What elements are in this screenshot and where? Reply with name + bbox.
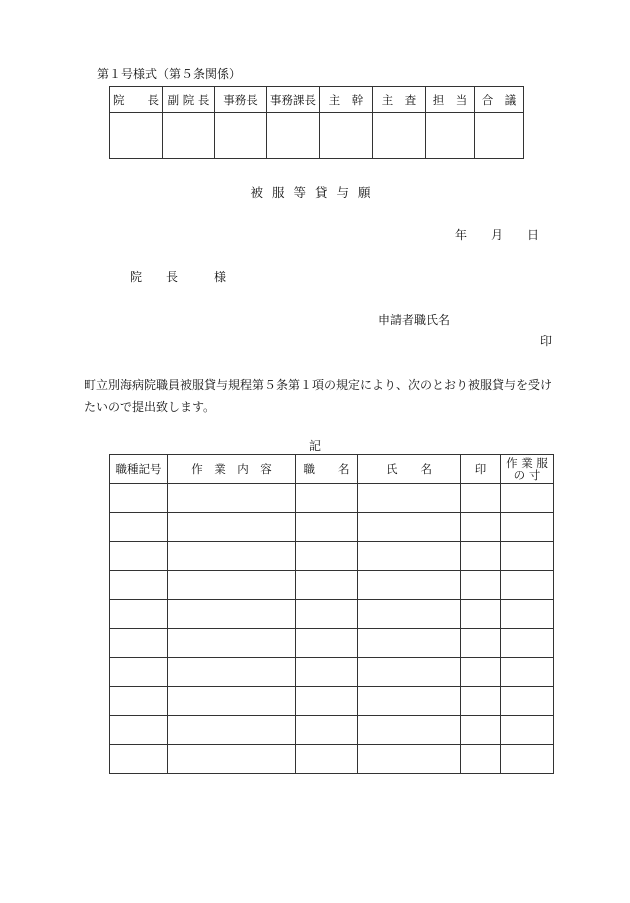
addressee: 院 長 様 bbox=[130, 270, 227, 284]
approval-stamp-row bbox=[110, 113, 524, 159]
table-cell[interactable] bbox=[168, 658, 296, 687]
table-row bbox=[110, 687, 554, 716]
body-text: 町立別海病院職員被服貸与規程第５条第１項の規定により、次のとおり被服貸与を受けたいので提出致します。 bbox=[84, 378, 553, 414]
table-cell[interactable] bbox=[110, 658, 168, 687]
approval-header-row bbox=[110, 87, 524, 113]
table-cell[interactable] bbox=[358, 687, 461, 716]
table-cell[interactable] bbox=[461, 745, 501, 774]
table-cell[interactable] bbox=[168, 716, 296, 745]
table-cell[interactable] bbox=[358, 716, 461, 745]
table-row bbox=[110, 571, 554, 600]
table-cell[interactable] bbox=[501, 716, 554, 745]
table-cell[interactable] bbox=[358, 571, 461, 600]
approval-header-deputy-director: 副 院 長 bbox=[163, 87, 215, 113]
header-name: 氏 名 bbox=[358, 455, 461, 484]
table-row bbox=[110, 513, 554, 542]
table-cell[interactable] bbox=[358, 600, 461, 629]
approval-header-supervisor: 主 幹 bbox=[320, 87, 373, 113]
stamp-cell[interactable] bbox=[320, 113, 373, 159]
table-cell[interactable] bbox=[110, 600, 168, 629]
table-cell[interactable] bbox=[168, 513, 296, 542]
table-cell[interactable] bbox=[110, 513, 168, 542]
approval-header-consultation: 合 議 bbox=[475, 87, 524, 113]
table-cell[interactable] bbox=[461, 513, 501, 542]
table-cell[interactable] bbox=[296, 542, 358, 571]
table-cell[interactable] bbox=[296, 658, 358, 687]
stamp-cell[interactable] bbox=[163, 113, 215, 159]
records-header-row bbox=[110, 455, 554, 484]
header-seal: 印 bbox=[461, 455, 501, 484]
table-row bbox=[110, 745, 554, 774]
header-work-content: 作 業 内 容 bbox=[168, 455, 296, 484]
table-cell[interactable] bbox=[168, 600, 296, 629]
table-cell[interactable] bbox=[110, 571, 168, 600]
table-row bbox=[110, 484, 554, 513]
form-number: 第１号様式（第５条関係） bbox=[97, 67, 242, 81]
table-cell[interactable] bbox=[110, 687, 168, 716]
table-cell[interactable] bbox=[358, 484, 461, 513]
table-cell[interactable] bbox=[501, 629, 554, 658]
table-cell[interactable] bbox=[168, 629, 296, 658]
table-cell[interactable] bbox=[358, 658, 461, 687]
table-cell[interactable] bbox=[461, 600, 501, 629]
approval-header-director: 院 長 bbox=[110, 87, 163, 113]
table-cell[interactable] bbox=[296, 716, 358, 745]
table-cell[interactable] bbox=[296, 745, 358, 774]
table-cell[interactable] bbox=[296, 600, 358, 629]
table-cell[interactable] bbox=[358, 513, 461, 542]
table-row bbox=[110, 716, 554, 745]
table-cell[interactable] bbox=[501, 484, 554, 513]
stamp-cell[interactable] bbox=[215, 113, 267, 159]
approval-header-section-chief: 事務課長 bbox=[267, 87, 320, 113]
table-cell[interactable] bbox=[358, 629, 461, 658]
table-cell[interactable] bbox=[110, 745, 168, 774]
table-cell[interactable] bbox=[501, 745, 554, 774]
table-cell[interactable] bbox=[168, 687, 296, 716]
table-row bbox=[110, 542, 554, 571]
stamp-cell[interactable] bbox=[373, 113, 426, 159]
ki-heading: 記 bbox=[308, 439, 321, 453]
table-cell[interactable] bbox=[501, 600, 554, 629]
table-row bbox=[110, 600, 554, 629]
stamp-cell[interactable] bbox=[267, 113, 320, 159]
header-job-title: 職 名 bbox=[296, 455, 358, 484]
table-cell[interactable] bbox=[168, 484, 296, 513]
table-row bbox=[110, 658, 554, 687]
table-cell[interactable] bbox=[501, 687, 554, 716]
table-cell[interactable] bbox=[296, 629, 358, 658]
table-cell[interactable] bbox=[296, 484, 358, 513]
table-cell[interactable] bbox=[168, 745, 296, 774]
table-cell[interactable] bbox=[461, 542, 501, 571]
table-cell[interactable] bbox=[461, 571, 501, 600]
applicant-label: 申請者職氏名 bbox=[378, 313, 451, 327]
table-cell[interactable] bbox=[110, 716, 168, 745]
table-cell[interactable] bbox=[296, 571, 358, 600]
header-uniform-size: 作 業 服 の 寸 bbox=[501, 455, 554, 484]
table-cell[interactable] bbox=[501, 658, 554, 687]
table-cell[interactable] bbox=[358, 542, 461, 571]
table-cell[interactable] bbox=[461, 629, 501, 658]
table-row bbox=[110, 629, 554, 658]
table-cell[interactable] bbox=[501, 571, 554, 600]
table-cell[interactable] bbox=[110, 542, 168, 571]
header-job-code: 職種記号 bbox=[110, 455, 168, 484]
stamp-cell[interactable] bbox=[475, 113, 524, 159]
date-line: 年 月 日 bbox=[455, 228, 540, 242]
table-cell[interactable] bbox=[168, 542, 296, 571]
table-cell[interactable] bbox=[358, 745, 461, 774]
table-cell[interactable] bbox=[110, 484, 168, 513]
approval-header-admin-manager: 事務長 bbox=[215, 87, 267, 113]
document-title: 被服等貸与願 bbox=[250, 185, 380, 200]
stamp-cell[interactable] bbox=[426, 113, 475, 159]
approval-stamp-table bbox=[109, 86, 524, 159]
table-cell[interactable] bbox=[501, 542, 554, 571]
approval-header-staff: 担 当 bbox=[426, 87, 475, 113]
table-cell[interactable] bbox=[296, 687, 358, 716]
table-cell[interactable] bbox=[296, 513, 358, 542]
table-cell[interactable] bbox=[461, 484, 501, 513]
table-cell[interactable] bbox=[168, 571, 296, 600]
records-body bbox=[110, 484, 554, 774]
approval-header-inspector: 主 査 bbox=[373, 87, 426, 113]
table-cell[interactable] bbox=[461, 687, 501, 716]
table-cell[interactable] bbox=[501, 513, 554, 542]
records-table bbox=[109, 454, 554, 774]
stamp-cell[interactable] bbox=[110, 113, 163, 159]
table-cell[interactable] bbox=[110, 629, 168, 658]
table-cell[interactable] bbox=[461, 716, 501, 745]
seal-mark: 印 bbox=[540, 334, 553, 348]
table-cell[interactable] bbox=[461, 658, 501, 687]
